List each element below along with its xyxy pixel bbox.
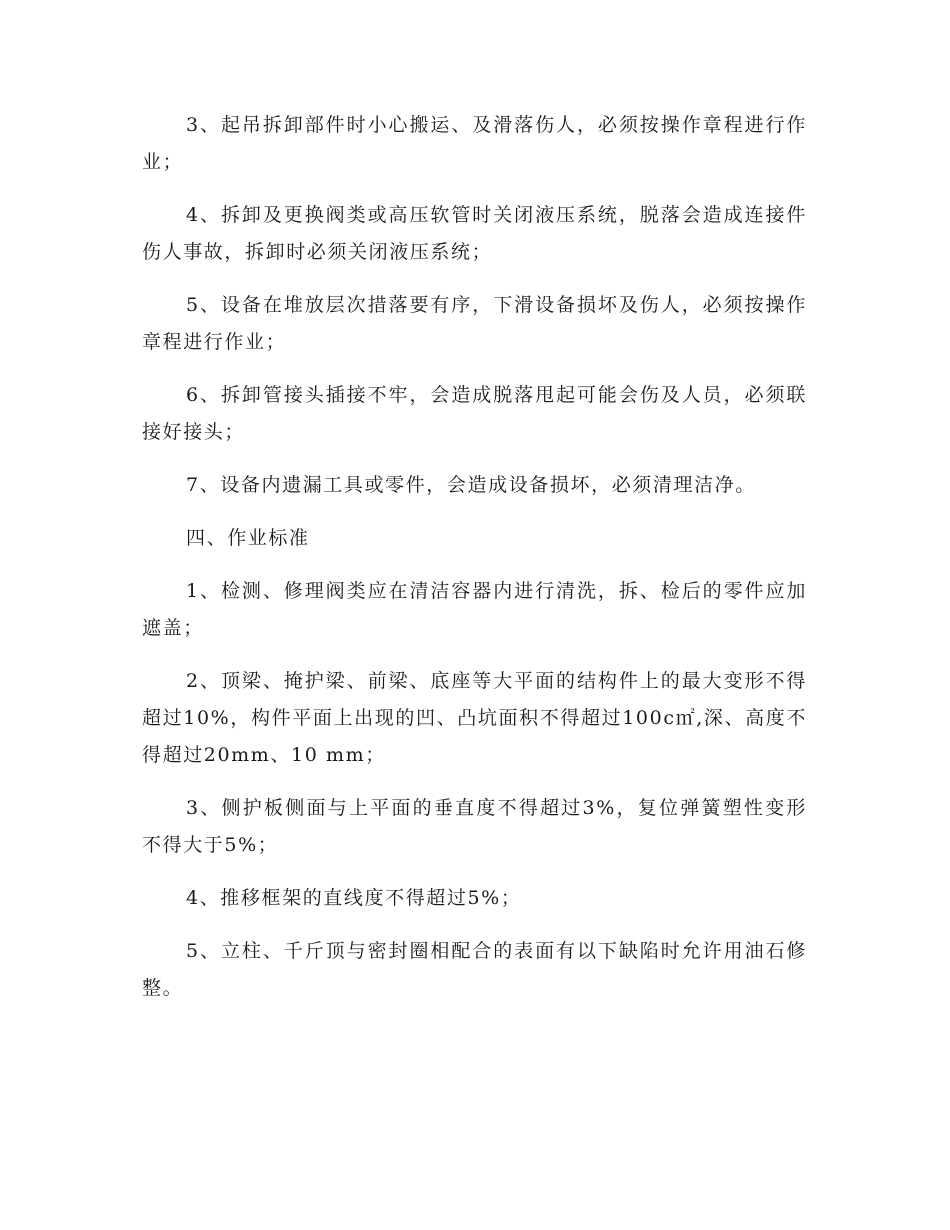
document-body [142, 107, 807, 1023]
standard-item-5: 5、立柱、千斤顶与密封圈相配合的表面有以下缺陷时允许用油石修整。 [142, 940, 807, 999]
standard-item-4: 4、推移框架的直线度不得超过5%； [186, 887, 522, 909]
standard-item-3: 3、侧护板侧面与上平面的垂直度不得超过3%，复位弹簧塑性变形不得大于5%； [142, 797, 807, 856]
paragraph-item-4: 4、拆卸及更换阀类或高压软管时关闭液压系统，脱落会造成连接件伤人事故，拆卸时必须关闭液压系统； [142, 204, 807, 263]
standard-item-2: 2、顶梁、掩护梁、前梁、底座等大平面的结构件上的最大变形不得超过10%，构件平面上出现的凹、凸坑面积不得超过100c㎡,深、高度不得超过20mm、10 mm； [142, 670, 807, 766]
paragraph-item-7: 7、设备内遗漏工具或零件，会造成设备损坏，必须清理洁净。 [186, 474, 756, 496]
section-heading-work-standards: 四、作业标准 [186, 527, 310, 549]
paragraph-item-5: 5、设备在堆放层次措落要有序，下滑设备损坏及伤人，必须按操作章程进行作业； [142, 294, 807, 353]
standard-item-1: 1、检测、修理阀类应在清洁容器内进行清洗，拆、检后的零件应加遮盖； [142, 580, 807, 639]
paragraph-item-3: 3、起吊拆卸部件时小心搬运、及滑落伤人，必须按操作章程进行作业； [142, 114, 807, 173]
paragraph-item-6: 6、拆卸管接头插接不牢，会造成脱落甩起可能会伤及人员，必须联接好接头； [142, 384, 807, 443]
